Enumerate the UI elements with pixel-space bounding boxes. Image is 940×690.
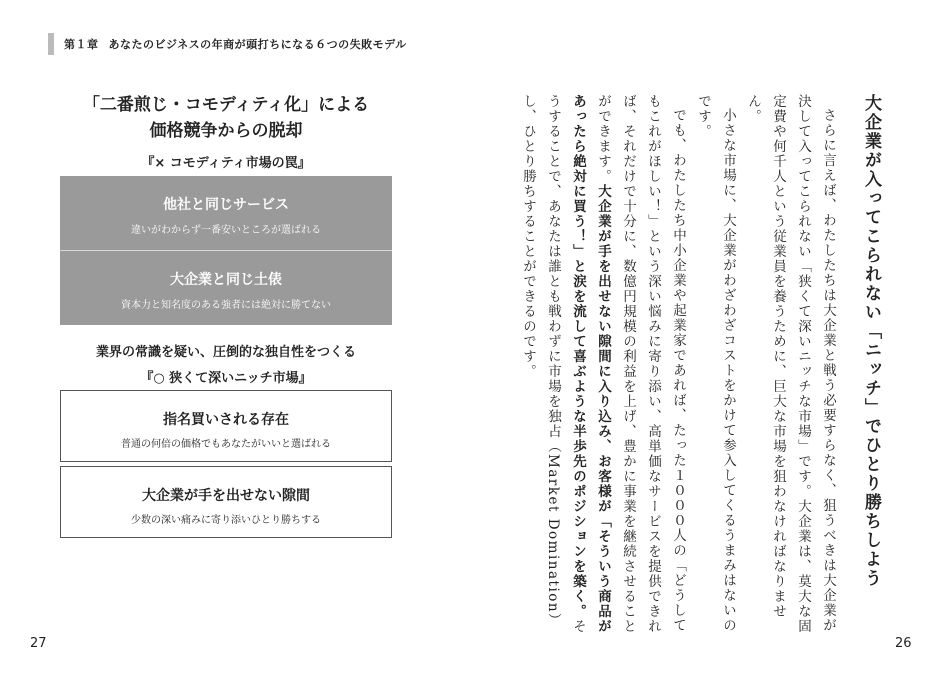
- body-paragraph: 小さな市場に、大企業がわざわざコストをかけて参入してくるうまみはないのです。: [695, 94, 736, 633]
- niche-box-sub: 普通の何倍の価格でもあなたがいいと選ばれる: [121, 439, 331, 450]
- niche-box-sub: 少数の深い痛みに寄り添いひとり勝ちする: [131, 515, 321, 526]
- trap-box-sub: 資本力と知名度のある強者には絶対に勝てない: [121, 300, 331, 311]
- trap-box-sub: 違いがわからず一番安いところが選ばれる: [131, 225, 321, 236]
- page-number-right: 26: [895, 636, 912, 651]
- page-number-left: 27: [30, 636, 47, 651]
- figure-title-line1: 「二番煎じ・コモディティ化」による: [82, 95, 370, 115]
- figure-title-line2: 価格競争からの脱却: [149, 121, 303, 141]
- trap-box-same-service: [60, 176, 392, 250]
- niche-box-title: 大企業が手を出せない隙間: [142, 488, 310, 504]
- body-text: [515, 94, 840, 634]
- body-text-run: でも、わたしたち中小企業や起業家であれば、たった１０００人の「どうしてもこれがほしい！」という深い悩みに寄り添い、高単価なサービスを提供できれば、それだけで十分に、数億円規模の利益を上げ、豊かに事業を継続させることができます。: [595, 94, 686, 634]
- niche-box-gap: [60, 466, 392, 538]
- section-heading: 大企業が入ってこられない「ニッチ」でひとり勝ちしよう: [861, 94, 881, 588]
- trap-box-same-arena: [60, 251, 392, 325]
- niche-label: 『○ 狭くて深いニッチ市場』: [140, 371, 312, 386]
- figure-title: [60, 92, 392, 144]
- running-header: [48, 33, 407, 55]
- body-paragraph: さらに言えば、わたしたちは大企業と戦う必要すらなく、狙うべきは大企業が決して入ってこられない「狭くて深いニッチな市場」です。大企業は、莫大な固定費や何千人という従業員を養うために、巨大な市場を狙わなければなりません。: [745, 94, 836, 634]
- emphasis-text: 大企業が手を出せない隙間に入り込み、お客様が「そういう商品があったら絶対に買う！」と涙を流して喜ぶような半歩先のポジションを築く。: [570, 94, 611, 634]
- body-text-run: そうすることで、あなたは誰とも戦わずに市場を独占（Market Domination）し、ひとり勝ちすることができるのです。: [520, 94, 586, 634]
- header-marker-bar: [48, 33, 54, 55]
- trap-box-title: 大企業と同じ土俵: [170, 272, 282, 288]
- strategy-label: 業界の常識を疑い、圧倒的な独自性をつくる: [95, 345, 356, 360]
- chapter-title: あなたのビジネスの年商が頭打ちになる６つの失敗モデル: [108, 38, 407, 51]
- trap-box-title: 他社と同じサービス: [163, 197, 289, 213]
- niche-box-named-purchase: [60, 390, 392, 462]
- body-paragraph: [515, 94, 690, 634]
- trap-label: 『× コモディティ市場の罠』: [141, 156, 311, 171]
- chapter-label: 第１章: [64, 38, 99, 51]
- niche-box-title: 指名買いされる存在: [163, 412, 289, 428]
